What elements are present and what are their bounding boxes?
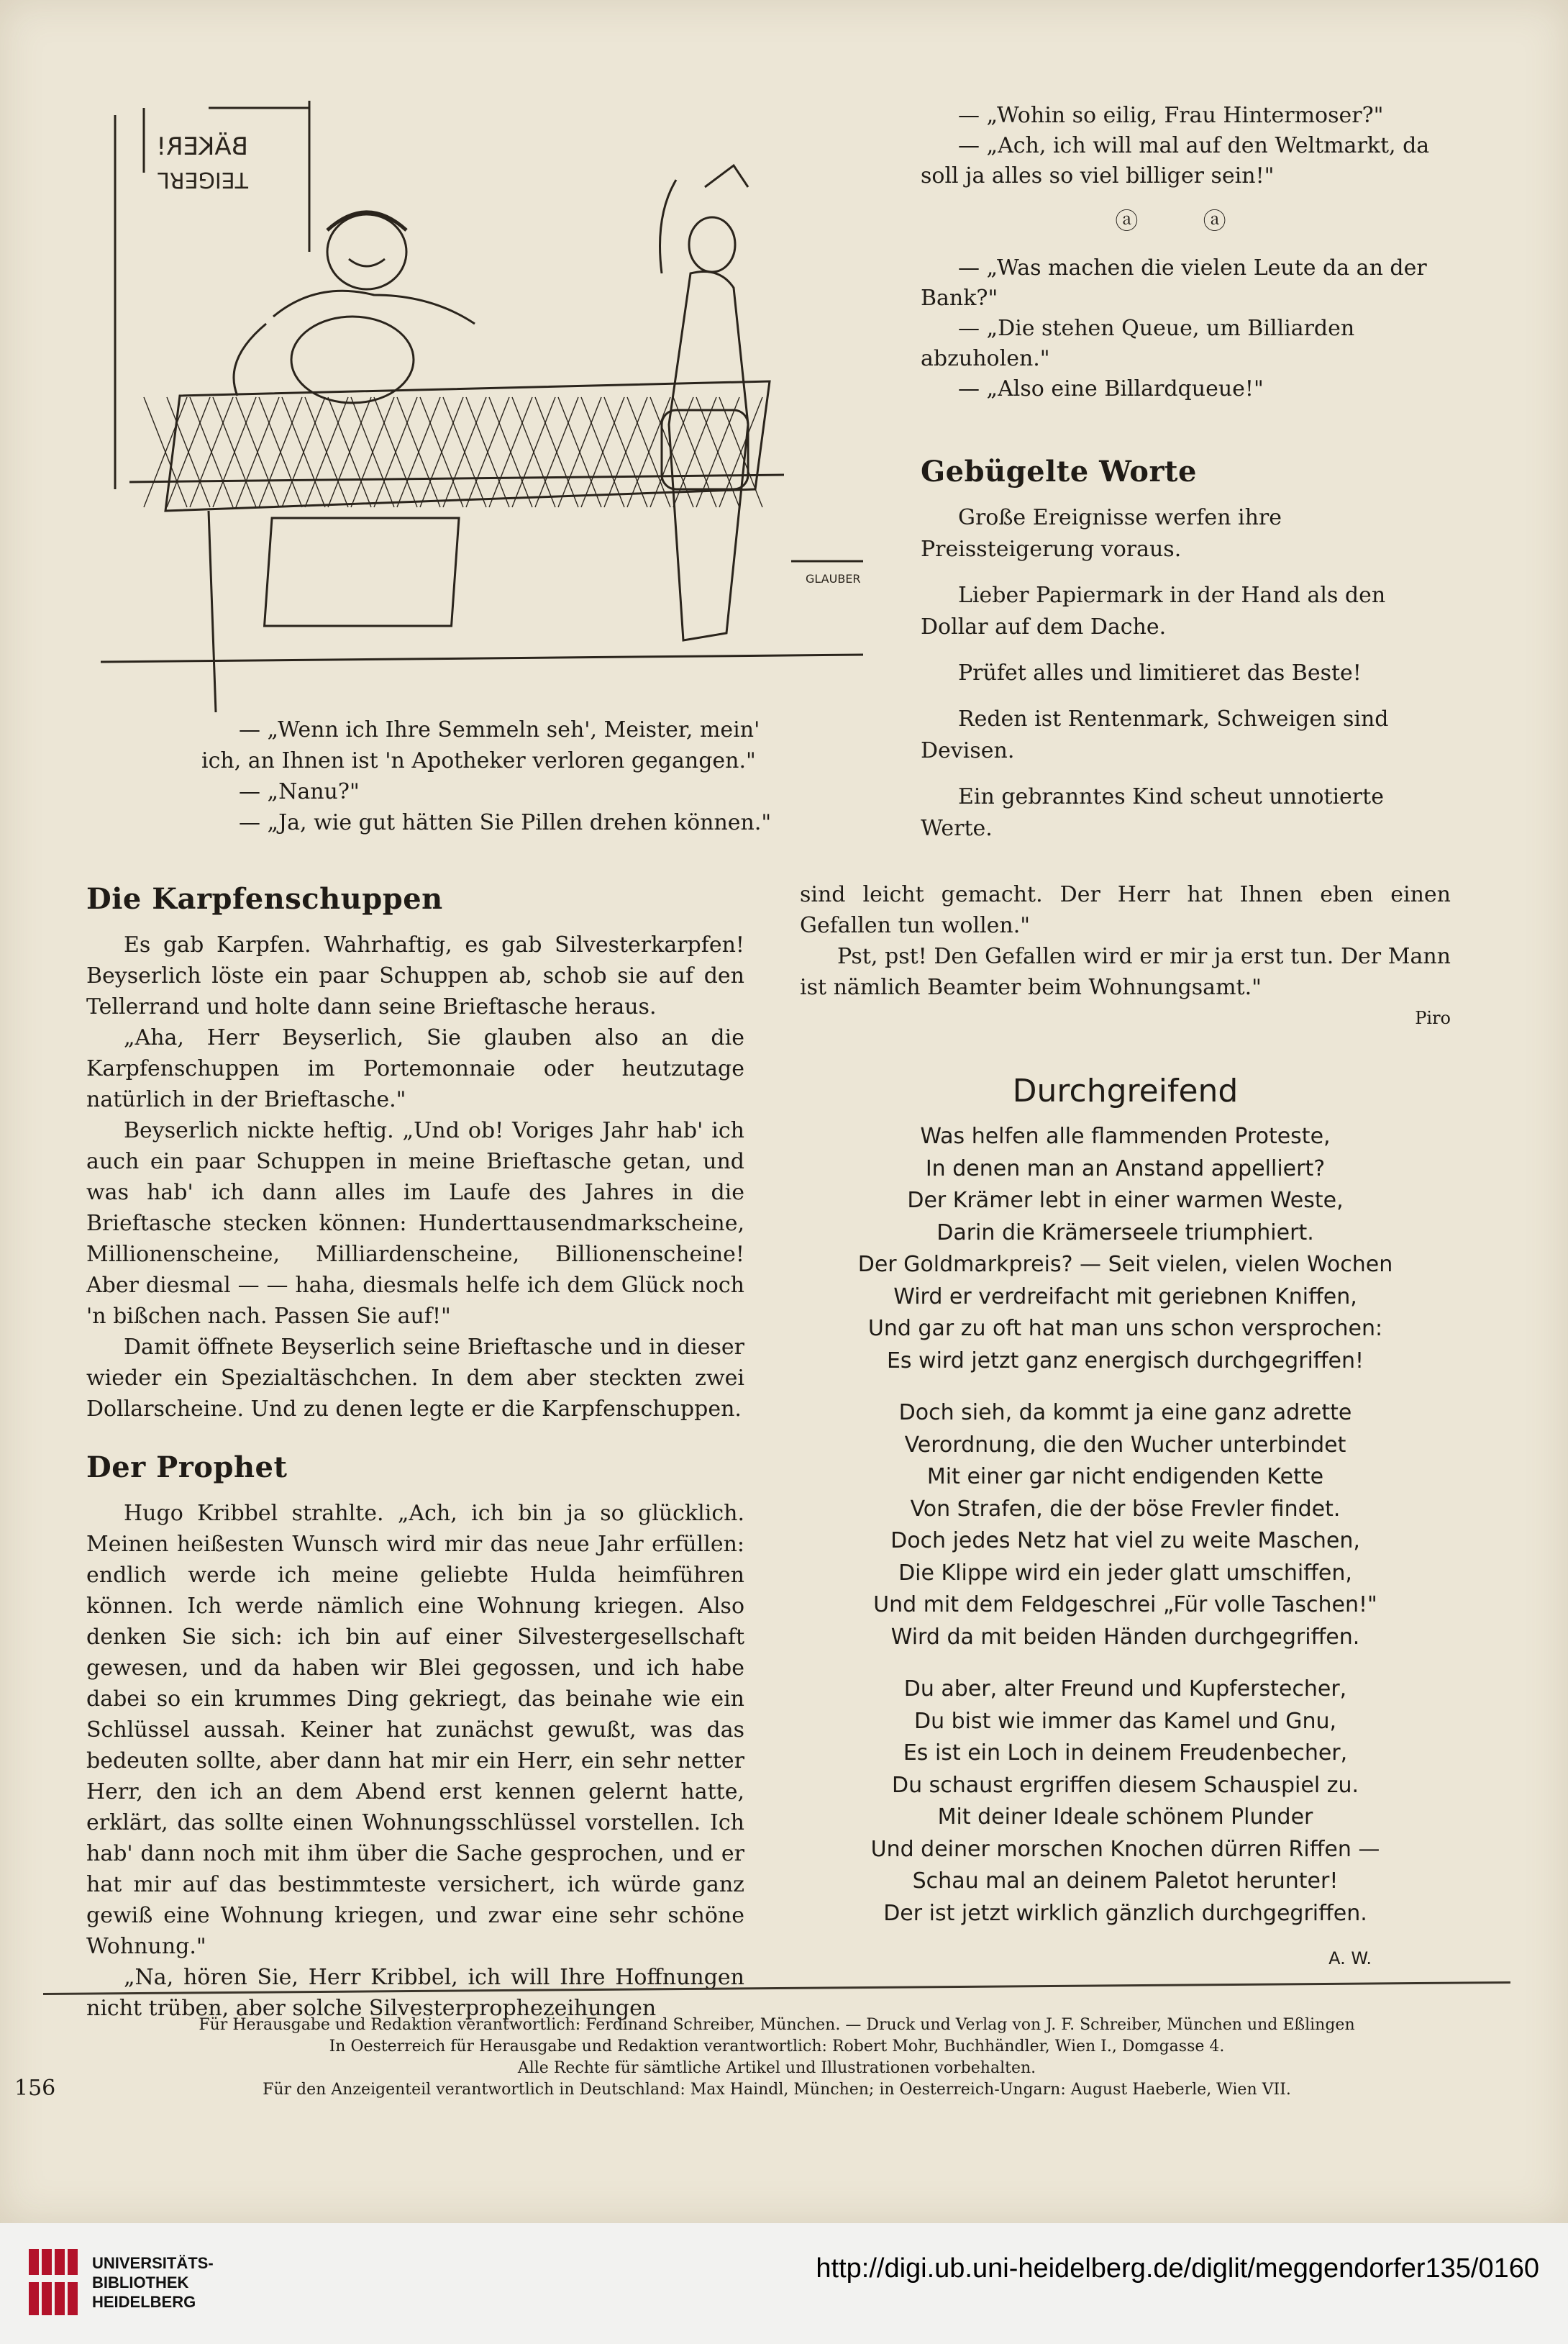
paragraph: „Na, hören Sie, Herr Kribbel, ich will Ihre Hoffnungen nicht trüben, aber solche Silvesterprophezeihungen [86, 1965, 744, 2021]
imprint-line: Für Herausgabe und Redaktion verantwortlich: Ferdinand Schreiber, München. — Druck und Verlag von J. F. Schreiber, München und Eßlingen [199, 2016, 1355, 2034]
poem-stanza [800, 1397, 1451, 1653]
paragraph: Pst, pst! Den Gefallen wird er mir ja erst tun. Der Mann ist nämlich Beamter beim Wohnungsamt." [800, 944, 1451, 1000]
aphorism: Große Ereignisse werfen ihre Preissteigerung voraus. [921, 505, 1282, 562]
paragraph: Beyserlich nickte heftig. „Und ob! Voriges Jahr hab' ich auch ein paar Schuppen in meine Brieftasche getan, und was hab' ich dann alles im Laufe des Jahres in die Brieftasche stecken können: Hunderttausendmarkscheine, Millionenscheine, Milliardenscheine, Billionenscheine! Aber diesmal — — haha, diesmals helfe ich dem Glück noch 'n bißchen nach. Passen Sie auf!" [86, 1118, 744, 1329]
poem-line: Mit einer gar nicht endigenden Kette [926, 1464, 1324, 1489]
poem-line: Schau mal an deinem Paletot herunter! [912, 1868, 1339, 1894]
library-name-line: UNIVERSITÄTS- [92, 2254, 214, 2272]
poem-line: Wird er verdreifacht mit geriebnen Kniffen, [893, 1284, 1357, 1309]
poem-line: Es ist ein Loch in deinem Freudenbecher, [903, 1740, 1348, 1766]
imprint-line: Alle Rechte für sämtliche Artikel und Illustrationen vorbehalten. [517, 2059, 1036, 2077]
bakery-sign-text-2: TEIGERL [158, 167, 248, 192]
aphorism: Reden ist Rentenmark, Schweigen sind Devisen. [921, 707, 1389, 763]
left-column [86, 879, 744, 2024]
section-heading: Der Prophet [86, 1450, 288, 1484]
section-heading: Gebügelte Worte [921, 455, 1197, 489]
paragraph: sind leicht gemacht. Der Herr hat Ihnen eben einen Gefallen tun wollen." [800, 882, 1451, 938]
ornament-separator: ⓐ ⓐ [1115, 207, 1255, 235]
poem-line: Und gar zu oft hat man uns schon versprochen: [867, 1316, 1383, 1341]
caption-line: — „Nanu?" [239, 779, 360, 804]
dialog-line: — „Die stehen Queue, um Billiarden abzuholen." [921, 316, 1355, 371]
poem-line: Der ist jetzt wirklich gänzlich durchgegriffen. [883, 1900, 1367, 1926]
market-dialog [921, 101, 1449, 404]
dialog-line: — „Ach, ich will mal auf den Weltmarkt, da soll ja alles so viel billiger sein!" [921, 133, 1430, 188]
poem-line: Es wird jetzt ganz energisch durchgegriffen! [886, 1348, 1364, 1373]
library-name-line: HEIDELBERG [92, 2293, 196, 2311]
source-url-link[interactable]: http://digi.ub.uni-heidelberg.de/diglit/meggendorfer135/0160 [816, 2253, 1539, 2284]
poem-stanza [800, 1673, 1451, 1930]
paragraph: Hugo Kribbel strahlte. „Ach, ich bin ja so glücklich. Meinen heißesten Wunsch wird mir das neue Jahr erfüllen: endlich werde ich meine geliebte Hulda heimführen können. Ich werde nämlich eine Wohnung kriegen. Also denken Sie sich: ich bin auf einer Silvestergesellschaft gewesen, und da haben wir Blei gegossen, und ich habe dabei so ein krummes Ding gekriegt, das beinahe wie ein Schlüssel aussah. Keiner hat zunächst gewußt, was das bedeuten sollte, aber dann hat mir ein Herr, ein sehr netter Herr, den ich an dem Abend erst kennen gelernt hatte, erklärt, das sollte einen Wohnungsschlüssel vorstellen. Ich hab' dann noch mit ihm über die Sache gesprochen, und er hat mir auf das bestimmteste versichert, ich würde ganz gewiß eine Wohnung kriegen, und zwar eine sehr schöne Wohnung." [86, 1501, 744, 1959]
aphorism: Lieber Papiermark in der Hand als den Dollar auf dem Dache. [921, 583, 1386, 640]
caption-line: — „Ja, wie gut hätten Sie Pillen drehen können." [239, 810, 772, 835]
caption-line: — „Wenn ich Ihre Semmeln seh', Meister, mein' ich, an Ihnen ist 'n Apotheker verloren gegangen." [201, 717, 760, 773]
poem-line: Doch jedes Netz hat viel zu weite Maschen, [890, 1528, 1360, 1553]
right-column [800, 879, 1451, 1975]
dialog-line: — „Wohin so eilig, Frau Hintermoser?" [958, 103, 1384, 128]
aphorism: Ein gebranntes Kind scheut unnotierte Werte. [921, 784, 1384, 841]
poem-line: Darin die Krämerseele triumphiert. [936, 1219, 1314, 1245]
poem-line: Du bist wie immer das Kamel und Gnu, [913, 1708, 1337, 1734]
library-name [92, 2253, 214, 2312]
poem-line: Und deiner morschen Knochen dürren Riffen — [870, 1836, 1380, 1862]
cartoon-illustration [101, 86, 878, 719]
imprint-line: In Oesterreich für Herausgabe und Redaktion verantwortlich: Robert Mohr, Buchhändler, Wien I., Domgasse 4. [329, 2038, 1225, 2055]
poem-line: Der Goldmarkpreis? — Seit vielen, vielen Wochen [857, 1252, 1393, 1277]
poem-line: Doch sieh, da kommt ja eine ganz adrette [898, 1400, 1352, 1425]
imprint [14, 2014, 1539, 2101]
poem [800, 1121, 1451, 1975]
poem-line: Mit deiner Ideale schönem Plunder [937, 1804, 1313, 1830]
bakery-sign-text: BÄKER! [156, 132, 248, 161]
dialog-line: — „Was machen die vielen Leute da an der Bank?" [921, 255, 1427, 311]
poem-author: A. W. [1328, 1948, 1372, 1968]
poem-line: Der Krämer lebt in einer warmen Weste, [907, 1188, 1344, 1213]
page-number: 156 [14, 2076, 56, 2101]
paragraph: „Aha, Herr Beyserlich, Sie glauben also an die Karpfenschuppen im Portemonnaie oder heutzutage natürlich in der Brieftasche." [86, 1025, 744, 1112]
poem-line: Du schaust ergriffen diesem Schauspiel zu. [891, 1772, 1359, 1798]
poem-line: Verordnung, die den Wucher unterbindet [904, 1432, 1346, 1458]
university-library-logo-icon [24, 2246, 82, 2318]
poem-line: Was helfen alle flammenden Proteste, [920, 1124, 1331, 1149]
imprint-line: Für den Anzeigenteil verantwortlich in Deutschland: Max Haindl, München; in Oesterreich-Ungarn: August Haeberle, Wien VII. [263, 2081, 1291, 2099]
dialog-line: — „Also eine Billardqueue!" [958, 376, 1264, 401]
section-heading: Die Karpfenschuppen [86, 882, 443, 916]
paragraph: Damit öffnete Beyserlich seine Brieftasche und in dieser wieder ein Spezialtäschchen. In dem aber steckten zwei Dollarscheine. Und zu denen legte er die Karpfenschuppen. [86, 1335, 744, 1422]
poem-line: Die Klippe wird ein jeder glatt umschiffen, [898, 1560, 1352, 1586]
artist-signature: GLAUBER [806, 572, 861, 586]
poem-line: Von Strafen, die der böse Frevler findet. [910, 1496, 1341, 1522]
poem-line: In denen man an Anstand appelliert? [925, 1155, 1326, 1181]
poem-stanza [800, 1121, 1451, 1377]
paragraph: Es gab Karpfen. Wahrhaftig, es gab Silvesterkarpfen! Beyserlich löste ein paar Schuppen ab, schob sie auf den Tellerrand und holte dann seine Brieftasche heraus. [86, 932, 744, 1019]
poem-title: Durchgreifend [1012, 1073, 1239, 1109]
poem-line: Wird da mit beiden Händen durchgegriffen. [890, 1624, 1360, 1650]
cartoon-caption [201, 714, 806, 838]
aphorisms-section [921, 452, 1449, 859]
aphorism: Prüfet alles und limitieret das Beste! [958, 660, 1362, 686]
poem-line: Du aber, alter Freund und Kupferstecher, [903, 1676, 1347, 1702]
poem-line: Und mit dem Feldgeschrei „Für volle Taschen!" [873, 1592, 1377, 1617]
story-signature: Piro [1415, 1008, 1451, 1028]
library-name-line: BIBLIOTHEK [92, 2273, 189, 2291]
